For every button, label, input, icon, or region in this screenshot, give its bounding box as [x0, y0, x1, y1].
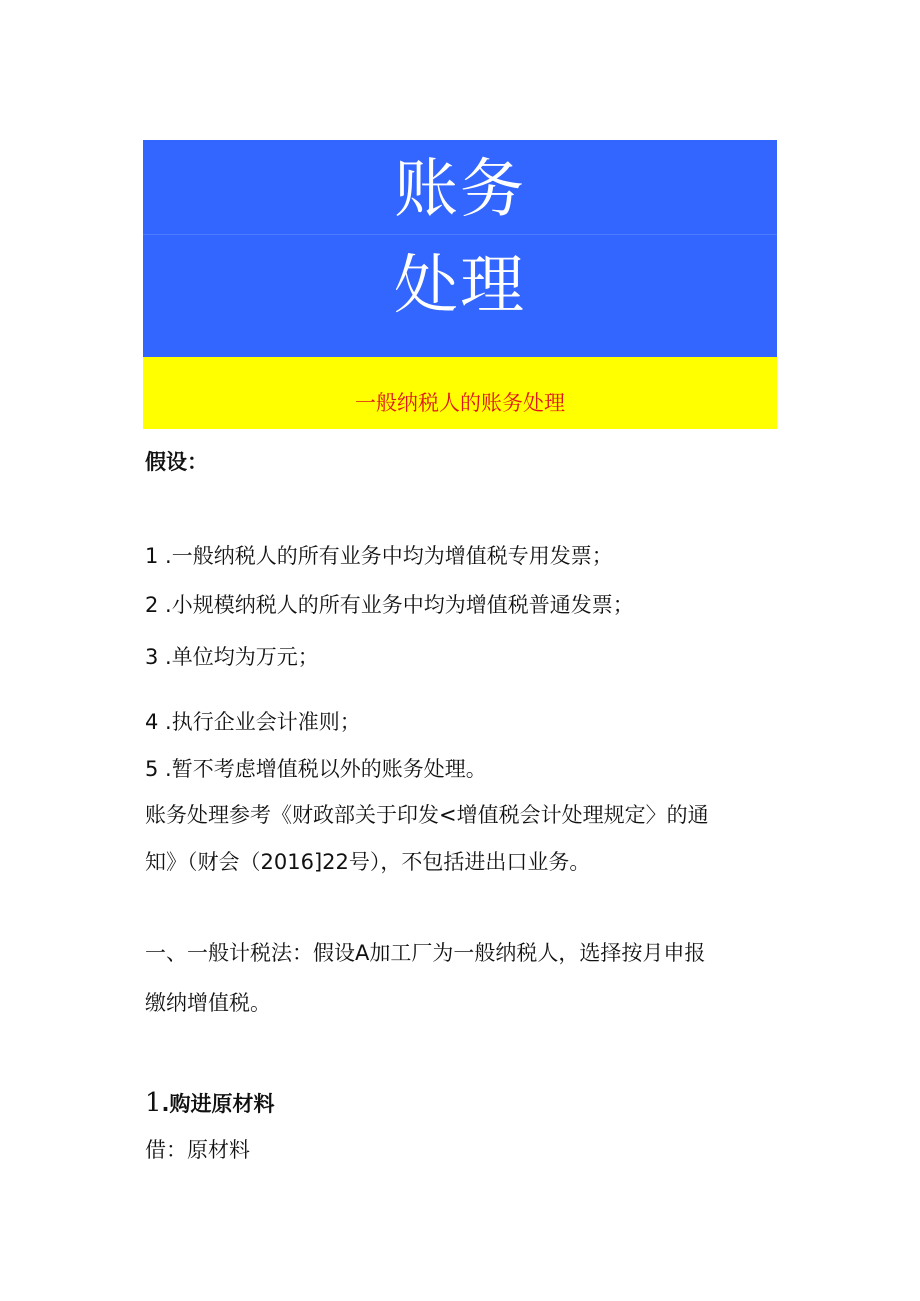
- subtitle-banner: [143, 357, 777, 429]
- item-heading: [145, 1090, 275, 1116]
- banner-title-line-1: 账务: [394, 153, 526, 227]
- section-line: 一、一般计税法：假设A加工厂为一般纳税人，选择按月申报: [145, 941, 706, 965]
- banner-title-line-2: 处理: [394, 249, 526, 323]
- assumption-item: 5 .暂不考虑增值税以外的账务处理。: [145, 757, 487, 781]
- reference-line: 知》（财会（2016]22号），不包括进出口业务。: [145, 850, 591, 874]
- reference-line: 账务处理参考《财政部关于印发<增值税会计处理规定〉的通: [145, 803, 709, 827]
- item-heading-number: 1: [145, 1088, 162, 1118]
- banner-divider: [143, 234, 777, 235]
- title-banner-blue: [143, 140, 777, 357]
- section-line: 缴纳增值税。: [145, 991, 271, 1015]
- banner-subtitle: 一般纳税人的账务处理: [355, 390, 565, 415]
- assumption-label: 假设：: [145, 450, 208, 474]
- item-heading-text: .购进原材料: [161, 1092, 275, 1116]
- assumption-item: 4 .执行企业会计准则；: [145, 710, 361, 734]
- assumption-item: 3 .单位均为万元；: [145, 645, 319, 669]
- assumption-item: 2 .小规模纳税人的所有业务中均为增值税普通发票；: [145, 593, 634, 617]
- title-banner: [143, 140, 777, 429]
- assumption-item: 1 .一般纳税人的所有业务中均为增值税专用发票；: [145, 544, 613, 568]
- journal-entry-line: 借：原材料: [145, 1138, 250, 1162]
